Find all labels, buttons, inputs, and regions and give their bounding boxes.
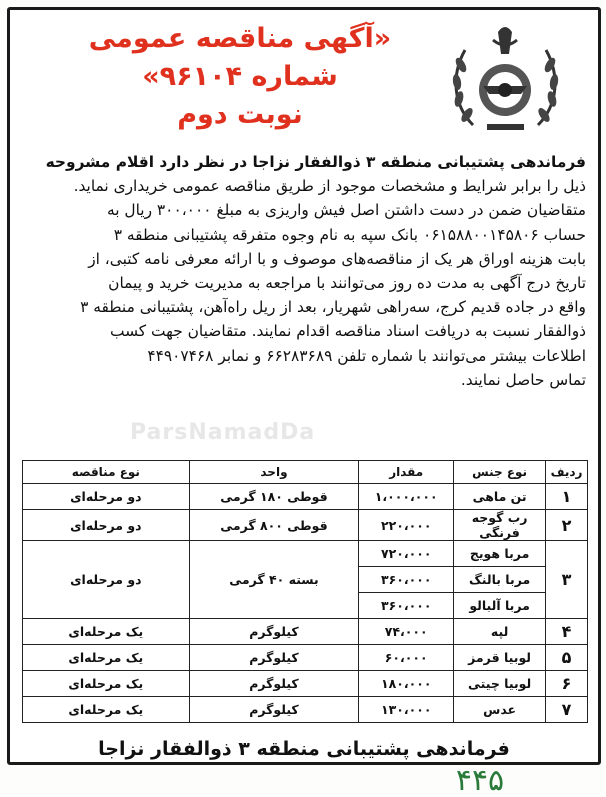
items-table-wrap [22, 460, 588, 723]
table-row [23, 541, 588, 567]
body-line: متقاضیان ضمن در دست داشتن اصل فیش واریزی به مبلغ ۳۰۰،۰۰۰ ریال به [106, 201, 586, 220]
cell-row-number: ۲ [546, 510, 588, 541]
cell-tender: دو مرحله‌ای [23, 484, 190, 510]
cell-tender: یک مرحله‌ای [23, 645, 190, 671]
watermark-text: ParsNamadDa [130, 420, 316, 445]
table-row [23, 645, 588, 671]
notice-frame [7, 7, 601, 765]
cell-qty: ۱۳۰،۰۰۰ [359, 697, 454, 723]
cell-unit: کیلوگرم [189, 671, 359, 697]
cell-row-number: ۳ [546, 541, 588, 619]
handwritten-number [415, 760, 545, 796]
cell-type: مربا بالنگ [454, 567, 546, 593]
title-line-3: نوبت دوم [177, 99, 303, 130]
cell-tender: یک مرحله‌ای [23, 697, 190, 723]
cell-qty: ۳۶۰،۰۰۰ [359, 567, 454, 593]
title-line-1: «آگهی مناقصه عمومی [88, 23, 392, 54]
notice-header [10, 10, 598, 145]
cell-type: تن ماهی [454, 484, 546, 510]
body-line: ذیل را برابر شرایط و مشخصات موجود از طریق مناقصه عمومی خریداری نماید. [73, 177, 586, 196]
header-row-number: ردیف [546, 461, 588, 484]
cell-tender: دو مرحله‌ای [23, 541, 190, 619]
cell-unit: کیلوگرم [189, 697, 359, 723]
cell-type: مربا آلبالو [454, 593, 546, 619]
cell-qty: ۱۸۰،۰۰۰ [359, 671, 454, 697]
cell-qty: ۱،۰۰۰،۰۰۰ [359, 484, 454, 510]
body-line: واقع در جاده قدیم کرج، سه‌راهی شهریار، بعد از ریل راه‌آهن، پشتیبانی منطقه ۳ [80, 298, 586, 317]
cell-unit: کیلوگرم [189, 645, 359, 671]
cell-unit: کیلوگرم [189, 619, 359, 645]
cell-tender: یک مرحله‌ای [23, 671, 190, 697]
army-emblem-icon [443, 20, 568, 140]
cell-qty: ۶۰،۰۰۰ [359, 645, 454, 671]
table-row [23, 697, 588, 723]
cell-unit: قوطی ۸۰۰ گرمی [189, 510, 359, 541]
title-line-2: شماره ۹۶۱۰۴» [142, 61, 338, 92]
cell-qty: ۳۶۰،۰۰۰ [359, 593, 454, 619]
cell-row-number: ۴ [546, 619, 588, 645]
body-line: تاریخ درج آگهی به مدت ده روز می‌توانند با مراجعه به مدیریت خرید و پیمان [108, 274, 586, 293]
table-row [23, 510, 588, 541]
header-type: نوع جنس [454, 461, 546, 484]
cell-type: لپه [454, 619, 546, 645]
notice-title [70, 20, 410, 134]
cell-type: لوبیا چیتی [454, 671, 546, 697]
cell-type: لوبیا قرمز [454, 645, 546, 671]
cell-qty: ۷۴،۰۰۰ [359, 619, 454, 645]
cell-type: مربا هویج [454, 541, 546, 567]
body-line: فرماندهی پشتیبانی منطقه ۳ ذوالفقار نزاجا در نظر دارد اقلام مشروحه [45, 153, 586, 171]
cell-tender: دو مرحله‌ای [23, 510, 190, 541]
body-line: بابت هزینه اوراق هر یک از مناقصه‌های موصوف و با ارائه معرفی نامه کتبی، از [88, 249, 586, 268]
cell-tender: یک مرحله‌ای [23, 619, 190, 645]
cell-type: رب گوجه فرنگی [454, 510, 546, 541]
table-row [23, 484, 588, 510]
header-tender: نوع مناقصه [23, 461, 190, 484]
notice-footer: فرماندهی پشتیبانی منطقه ۳ ذوالفقار نزاجا [98, 738, 510, 760]
handwritten-number-text: ۴۴۵ [455, 763, 505, 796]
notice-body [22, 150, 586, 392]
body-line: اطلاعات بیشتر می‌توانند با شماره تلفن ۶۶۲۸۳۶۸۹ و نمابر ۴۴۹۰۷۴۶۸ [147, 346, 586, 365]
cell-unit: بسته ۴۰ گرمی [189, 541, 359, 619]
cell-qty: ۲۲۰،۰۰۰ [359, 510, 454, 541]
body-line: حساب ۰۶۱۵۸۸۰۰۱۴۵۸۰۶ بانک سپه به نام وجوه متفرقه پشتیبانی منطقه ۳ [113, 225, 586, 244]
items-table [22, 460, 588, 723]
cell-row-number: ۱ [546, 484, 588, 510]
table-header-row [23, 461, 588, 484]
header-qty: مقدار [359, 461, 454, 484]
cell-row-number: ۵ [546, 645, 588, 671]
body-line: ذوالفقار نسبت به دریافت اسناد مناقصه اقدام نمایند. متقاضیان جهت کسب [109, 322, 586, 341]
cell-row-number: ۷ [546, 697, 588, 723]
table-row [23, 671, 588, 697]
body-line: تماس حاصل نمایند. [460, 370, 586, 389]
cell-unit: قوطی ۱۸۰ گرمی [189, 484, 359, 510]
table-row [23, 619, 588, 645]
cell-qty: ۷۲۰،۰۰۰ [359, 541, 454, 567]
header-unit: واحد [189, 461, 359, 484]
cell-row-number: ۶ [546, 671, 588, 697]
cell-type: عدس [454, 697, 546, 723]
